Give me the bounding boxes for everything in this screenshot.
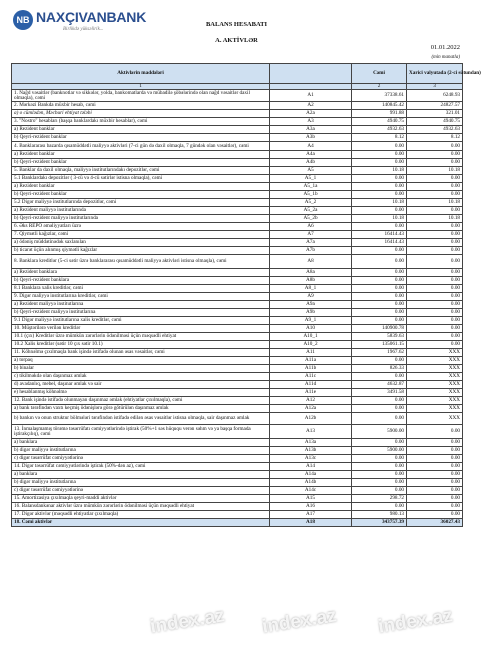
report-title: BALANS HESABATI bbox=[205, 21, 268, 28]
row-code: A6 bbox=[270, 223, 352, 231]
table-row bbox=[12, 447, 463, 455]
row-name: 1. Nağd vəsaitlər (banknotlar və sikkələr, yolda, bankomatlarda və mübadilə şöbələrində olan nağd vəsaitlər daxil olmaqla), cəmi bbox=[12, 90, 270, 102]
row-name: b) Qeyri-rezident maliyyə institutlarında bbox=[12, 215, 270, 223]
table-row bbox=[12, 455, 463, 463]
table-row bbox=[12, 134, 463, 142]
column-header-total: Cəmi bbox=[352, 64, 407, 84]
row-fx: 0.00 bbox=[407, 191, 463, 199]
row-total: 3491.58 bbox=[352, 389, 407, 397]
row-code: A14 bbox=[270, 463, 352, 471]
table-row bbox=[12, 405, 463, 413]
row-total: 0.00 bbox=[352, 487, 407, 495]
row-fx: 0.00 bbox=[407, 142, 463, 151]
row-fx: 0.00 bbox=[407, 247, 463, 255]
row-fx: 0.00 bbox=[407, 231, 463, 239]
row-total: 140845.42 bbox=[352, 102, 407, 110]
row-total: 4932.63 bbox=[352, 126, 407, 134]
row-fx: 0.00 bbox=[407, 183, 463, 191]
row-total: 0.00 bbox=[352, 207, 407, 215]
row-name: a) o cümlədən, Məcburi ehtiyat tələbi bbox=[12, 110, 270, 118]
row-total: 0.00 bbox=[352, 397, 407, 405]
row-code: A9 bbox=[270, 293, 352, 301]
row-fx: XXX bbox=[407, 373, 463, 381]
row-total: 0.00 bbox=[352, 357, 407, 365]
row-code: A14c bbox=[270, 487, 352, 495]
table-row bbox=[12, 223, 463, 231]
row-total: 16414.43 bbox=[352, 239, 407, 247]
row-code: A13c bbox=[270, 455, 352, 463]
row-total: 0.00 bbox=[352, 285, 407, 293]
table-row bbox=[12, 309, 463, 317]
row-name: a) torpaq bbox=[12, 357, 270, 365]
table-row bbox=[12, 269, 463, 277]
table-row bbox=[12, 495, 463, 503]
table-row bbox=[12, 479, 463, 487]
row-name: 8.1 Banklara xalis kreditlər, cəmi bbox=[12, 285, 270, 293]
row-fx: 36027.43 bbox=[407, 519, 463, 527]
row-fx: 0.00 bbox=[407, 317, 463, 325]
row-name: 10.1 (çıx) Kreditlər üzrə mümkün zərərlərin ödənilməsi üçün məqsədli ehtiyat bbox=[12, 333, 270, 341]
row-fx: 10.18 bbox=[407, 167, 463, 175]
table-row bbox=[12, 389, 463, 397]
row-code: A8_1 bbox=[270, 285, 352, 293]
row-name: a) Rezident banklar bbox=[12, 126, 270, 134]
row-name: 7. Qiymətli kağızlar, cəmi bbox=[12, 231, 270, 239]
bank-logo-mark: NB bbox=[13, 10, 33, 30]
row-code: A2 bbox=[270, 102, 352, 110]
row-fx: 0.00 bbox=[407, 207, 463, 215]
row-total: 298.72 bbox=[352, 495, 407, 503]
row-name: 13. İnmalaşmamış törəmə təsərrüfatı cəmiyyətlərində iştirak (50%+1 səs hüququ verən səhm və ya başqa formada iştirakçılıq), cəmi bbox=[12, 425, 270, 439]
row-fx: XXX bbox=[407, 349, 463, 357]
row-total: 0.00 bbox=[352, 151, 407, 159]
row-name: a) banklara bbox=[12, 439, 270, 447]
table-row bbox=[12, 413, 463, 425]
row-name: 9.1 Digər maliyyə institutlarına xalis kreditlər, cəmi bbox=[12, 317, 270, 325]
row-name: b) bankın və onun struktur bölmələri tərəfindən istifadə edilən əsas vəsaitlər istisna olmaqla, sair daşınmaz əmlak bbox=[12, 413, 270, 425]
table-row bbox=[12, 463, 463, 471]
column-header-name: Aktivlərin maddələri bbox=[12, 64, 270, 84]
row-fx: 0.00 bbox=[407, 159, 463, 167]
table-row bbox=[12, 439, 463, 447]
row-fx: XXX bbox=[407, 381, 463, 389]
row-code: A3b bbox=[270, 134, 352, 142]
row-total: 0.00 bbox=[352, 191, 407, 199]
table-row bbox=[12, 341, 463, 349]
table-row bbox=[12, 151, 463, 159]
row-code: A10 bbox=[270, 325, 352, 333]
row-total: 4940.75 bbox=[352, 118, 407, 126]
row-code: A16 bbox=[270, 503, 352, 511]
row-name: a) Rezident banklar bbox=[12, 151, 270, 159]
row-code: A5_2b bbox=[270, 215, 352, 223]
row-code: A5_2a bbox=[270, 207, 352, 215]
row-total: 0.00 bbox=[352, 373, 407, 381]
table-row bbox=[12, 255, 463, 269]
row-total: 0.00 bbox=[352, 471, 407, 479]
row-name: d) avadanlıq, mebel, daşınar əmlak və sair bbox=[12, 381, 270, 389]
row-name: c) tikilməkdə olan daşınmaz əmlak bbox=[12, 373, 270, 381]
table-row bbox=[12, 487, 463, 495]
row-fx: 0.00 bbox=[407, 269, 463, 277]
row-fx: 0.00 bbox=[407, 301, 463, 309]
row-total: 10.18 bbox=[352, 199, 407, 207]
row-fx: 0.00 bbox=[407, 471, 463, 479]
report-date: 01.01.2022 bbox=[430, 44, 460, 51]
table-row bbox=[12, 365, 463, 373]
column-number-3: 3 bbox=[407, 84, 463, 90]
row-code: A14a bbox=[270, 471, 352, 479]
row-total: 0.00 bbox=[352, 405, 407, 413]
row-code: A11d bbox=[270, 381, 352, 389]
report-section-title: A. AKTİVLƏR bbox=[215, 37, 258, 44]
row-fx: 0.00 bbox=[407, 425, 463, 439]
row-total: 0.00 bbox=[352, 413, 407, 425]
row-name: 15. Amortizasiya çıxılmaqla qeyri-maddi aktivlər bbox=[12, 495, 270, 503]
row-total: 0.00 bbox=[352, 175, 407, 183]
row-name: b) digər maliyyə institutlarına bbox=[12, 447, 270, 455]
row-code: A4a bbox=[270, 151, 352, 159]
row-total: 0.00 bbox=[352, 301, 407, 309]
row-fx: 0.00 bbox=[407, 293, 463, 301]
row-total: 8.12 bbox=[352, 134, 407, 142]
row-name: a) Rezident maliyyə institutlarına bbox=[12, 301, 270, 309]
row-total: 0.00 bbox=[352, 317, 407, 325]
row-name: 12. Bank işində istifadə olunmayan daşınmaz əmlak (ehtiyatlar çıxılmaqla), cəmi bbox=[12, 397, 270, 405]
row-total: 0.00 bbox=[352, 309, 407, 317]
balance-table bbox=[11, 63, 481, 527]
row-name: 4. Banklararası bazarda qısamüddətli maliyyə aktivləri (7-ci gün də daxil olmaqla, 7 gündək olan vəsaitlər), cəmi bbox=[12, 142, 270, 151]
row-fx: 0.00 bbox=[407, 495, 463, 503]
table-row bbox=[12, 118, 463, 126]
row-fx: 0.00 bbox=[407, 487, 463, 495]
row-name: 5.2 Digər maliyyə institutlarında depozitlər, cəmi bbox=[12, 199, 270, 207]
row-code: A11 bbox=[270, 349, 352, 357]
table-row bbox=[12, 471, 463, 479]
row-code: A8b bbox=[270, 277, 352, 285]
row-fx: XXX bbox=[407, 365, 463, 373]
row-fx: 0.00 bbox=[407, 333, 463, 341]
row-code: A5_1a bbox=[270, 183, 352, 191]
row-code: A14b bbox=[270, 479, 352, 487]
watermark-text: index.az bbox=[376, 605, 455, 638]
balance-rows bbox=[12, 90, 463, 519]
table-row bbox=[12, 277, 463, 285]
row-fx: XXX bbox=[407, 405, 463, 413]
row-code: A8 bbox=[270, 255, 352, 269]
row-total: 980.13 bbox=[352, 511, 407, 519]
row-code: A3a bbox=[270, 126, 352, 134]
row-fx: XXX bbox=[407, 389, 463, 397]
row-fx: 10.18 bbox=[407, 199, 463, 207]
table-row bbox=[12, 191, 463, 199]
row-total: 135061.15 bbox=[352, 341, 407, 349]
row-name: a) bank tərəfindən vaxtı keçmiş ödənişlərə görə götürülən daşınmaz əmlak bbox=[12, 405, 270, 413]
row-name: e) hesablanmış köhnəlmə bbox=[12, 389, 270, 397]
row-name: a) Rezident banklara bbox=[12, 269, 270, 277]
row-total: 0.00 bbox=[352, 455, 407, 463]
row-name: a) Rezident banklar bbox=[12, 183, 270, 191]
table-row bbox=[12, 231, 463, 239]
row-total: 5900.00 bbox=[352, 425, 407, 439]
row-fx: 6248.93 bbox=[407, 90, 463, 102]
row-code: A3 bbox=[270, 118, 352, 126]
row-fx: XXX bbox=[407, 397, 463, 405]
table-row bbox=[12, 110, 463, 118]
table-row bbox=[12, 199, 463, 207]
row-fx: 0.00 bbox=[407, 447, 463, 455]
row-name: b) Qeyri-rezident banklar bbox=[12, 134, 270, 142]
report-unit: (min manatla) bbox=[431, 55, 460, 60]
row-name: 6. Əks REPO əməliyyatları üzrə bbox=[12, 223, 270, 231]
watermark-text: index.az bbox=[148, 605, 227, 638]
row-code: A11c bbox=[270, 373, 352, 381]
row-code: A18 bbox=[270, 519, 352, 527]
row-code: A5_2 bbox=[270, 199, 352, 207]
row-fx: 0.00 bbox=[407, 239, 463, 247]
row-name: 10. Müştərilərə verilən kreditlər bbox=[12, 325, 270, 333]
row-name: b) digər maliyyə institutlarına bbox=[12, 479, 270, 487]
row-total: 5900.00 bbox=[352, 447, 407, 455]
table-row bbox=[12, 397, 463, 405]
table-row bbox=[12, 126, 463, 134]
row-name: 8. Banklara kreditlər (5-ci sətir üzrə banklararası qısamüddətli maliyyə aktivləri istisna olmaqla), cəmi bbox=[12, 255, 270, 269]
row-total: 0.00 bbox=[352, 247, 407, 255]
row-code: A15 bbox=[270, 495, 352, 503]
row-fx: 0.00 bbox=[407, 325, 463, 333]
row-total: 0.00 bbox=[352, 439, 407, 447]
row-code: A7b bbox=[270, 247, 352, 255]
row-fx: 8.12 bbox=[407, 134, 463, 142]
row-fx: 321.01 bbox=[407, 110, 463, 118]
row-total: 140900.78 bbox=[352, 325, 407, 333]
row-code: A17 bbox=[270, 511, 352, 519]
row-code: A4b bbox=[270, 159, 352, 167]
table-row bbox=[12, 175, 463, 183]
row-total: 10.18 bbox=[352, 167, 407, 175]
row-fx: XXX bbox=[407, 413, 463, 425]
row-fx: 0.00 bbox=[407, 439, 463, 447]
table-row bbox=[12, 183, 463, 191]
row-total: 0.00 bbox=[352, 503, 407, 511]
row-code: A13b bbox=[270, 447, 352, 455]
row-fx: 0.00 bbox=[407, 309, 463, 317]
table-row bbox=[12, 503, 463, 511]
row-code: A1 bbox=[270, 90, 352, 102]
row-code: A12b bbox=[270, 413, 352, 425]
row-total: 0.00 bbox=[352, 277, 407, 285]
row-code: A5_1b bbox=[270, 191, 352, 199]
row-fx: 0.00 bbox=[407, 455, 463, 463]
row-name: 14. Digər təsərrüfat cəmiyyətlərində iştirak (50%-dən az), cəmi bbox=[12, 463, 270, 471]
row-name: 16. Balansdankənar aktivlər üzrə mümkün zərərlərin ödənilməsi üçün məqsədli ehtiyat bbox=[12, 503, 270, 511]
row-name: a) ödəniş müddətinədək saxlanılan bbox=[12, 239, 270, 247]
table-row bbox=[12, 381, 463, 389]
table-row bbox=[12, 285, 463, 293]
row-code: A9a bbox=[270, 301, 352, 309]
row-fx: 0.00 bbox=[407, 255, 463, 269]
table-row bbox=[12, 425, 463, 439]
row-fx: 0.00 bbox=[407, 277, 463, 285]
row-code: A7 bbox=[270, 231, 352, 239]
table-row bbox=[12, 301, 463, 309]
row-code: A13 bbox=[270, 425, 352, 439]
table-row bbox=[12, 142, 463, 151]
bank-name: NAXÇIVANBANK bbox=[36, 9, 147, 25]
column-header-fx: Xarici valyutada (2-ci sütundan) bbox=[407, 64, 463, 84]
row-code: A11b bbox=[270, 365, 352, 373]
row-total: 16414.43 bbox=[352, 231, 407, 239]
row-code: A13a bbox=[270, 439, 352, 447]
row-total: 0.00 bbox=[352, 159, 407, 167]
table-row bbox=[12, 349, 463, 357]
table-row bbox=[12, 333, 463, 341]
row-total: 5839.63 bbox=[352, 333, 407, 341]
row-name: 11. Köhnəlmə çıxılmaqla bank işində istifadə olunan əsas vəsaitlər, cəmi bbox=[12, 349, 270, 357]
row-fx: 0.00 bbox=[407, 341, 463, 349]
row-name: 2. Mərkəzi Bankda müxbir hesab, cəmi bbox=[12, 102, 270, 110]
row-name: b) Qeyri-rezident banklara bbox=[12, 277, 270, 285]
row-fx: 4940.75 bbox=[407, 118, 463, 126]
row-name: b) Qeyri-rezident maliyyə institutlarına bbox=[12, 309, 270, 317]
bank-slogan: Birlikdə yüksəlirik... bbox=[63, 27, 104, 32]
row-total: 1967.62 bbox=[352, 349, 407, 357]
table-row bbox=[12, 293, 463, 301]
row-name: b) ticarət üçün alınmış qiymətli kağızlar bbox=[12, 247, 270, 255]
row-code: A10_2 bbox=[270, 341, 352, 349]
row-total: 0.00 bbox=[352, 269, 407, 277]
row-code: A4 bbox=[270, 142, 352, 151]
row-total: 10.18 bbox=[352, 215, 407, 223]
table-row bbox=[12, 215, 463, 223]
row-total: 0.00 bbox=[352, 223, 407, 231]
row-name: b) binalar bbox=[12, 365, 270, 373]
row-name: b) Qeyri-rezident banklar bbox=[12, 191, 270, 199]
table-row bbox=[12, 159, 463, 167]
row-total: 0.00 bbox=[352, 293, 407, 301]
table-row bbox=[12, 167, 463, 175]
table-row bbox=[12, 239, 463, 247]
row-code: A10_1 bbox=[270, 333, 352, 341]
row-name: 5. Banklar da daxil olmaqla, maliyyə institutlarındakı depozitlər, cəmi bbox=[12, 167, 270, 175]
column-number-1: 1 bbox=[12, 84, 270, 90]
row-fx: 10.18 bbox=[407, 215, 463, 223]
table-row bbox=[12, 102, 463, 110]
row-code: A2a bbox=[270, 110, 352, 118]
row-total: 0.00 bbox=[352, 479, 407, 487]
table-row bbox=[12, 247, 463, 255]
row-name: 5.1 Banklardakı depozitlər ( 3-cü və 4-cü sətirlər istisna olmaqla), cəmi bbox=[12, 175, 270, 183]
row-fx: XXX bbox=[407, 357, 463, 365]
row-fx: 0.00 bbox=[407, 175, 463, 183]
row-code: A5 bbox=[270, 167, 352, 175]
row-name: a) Rezident maliyyə institutlarında bbox=[12, 207, 270, 215]
row-fx: 4932.63 bbox=[407, 126, 463, 134]
column-number-2: 2 bbox=[352, 84, 407, 90]
row-fx: 0.00 bbox=[407, 151, 463, 159]
table-row bbox=[12, 317, 463, 325]
row-total: 0.00 bbox=[352, 255, 407, 269]
table-row bbox=[12, 357, 463, 365]
row-total: 4632.87 bbox=[352, 381, 407, 389]
table-row bbox=[12, 207, 463, 215]
row-fx: 0.00 bbox=[407, 479, 463, 487]
row-code: A12 bbox=[270, 397, 352, 405]
watermark bbox=[0, 605, 473, 650]
row-fx: 0.00 bbox=[407, 511, 463, 519]
row-total: 991.88 bbox=[352, 110, 407, 118]
table-row bbox=[12, 90, 463, 102]
row-name: 10.2 Xalis kreditlər (sətir 10 çıx sətir 10.1) bbox=[12, 341, 270, 349]
row-code: A9_1 bbox=[270, 317, 352, 325]
row-fx: 0.00 bbox=[407, 223, 463, 231]
row-code: A11e bbox=[270, 389, 352, 397]
row-total: 343757.39 bbox=[352, 519, 407, 527]
column-header-code bbox=[270, 64, 352, 84]
row-fx: 0.00 bbox=[407, 463, 463, 471]
row-name: c) digər təsərrüfat cəmiyyətlərinə bbox=[12, 455, 270, 463]
row-name: b) Qeyri-rezident banklar bbox=[12, 159, 270, 167]
table-row bbox=[12, 511, 463, 519]
row-total: 0.00 bbox=[352, 183, 407, 191]
row-total: 0.00 bbox=[352, 463, 407, 471]
row-total: 826.33 bbox=[352, 365, 407, 373]
row-code: A11a bbox=[270, 357, 352, 365]
row-name: 18. Cəmi aktivlər bbox=[12, 519, 270, 527]
row-name: c) digər təsərrüfat cəmiyyətlərinə bbox=[12, 487, 270, 495]
row-fx: 0.00 bbox=[407, 503, 463, 511]
table-row-total bbox=[12, 519, 463, 527]
table-row bbox=[12, 325, 463, 333]
row-code: A8a bbox=[270, 269, 352, 277]
row-name: 17. Digər aktivlər (məqsədli ehtiyatlar çıxılmaqla) bbox=[12, 511, 270, 519]
row-total: 37338.61 bbox=[352, 90, 407, 102]
row-fx: 24827.57 bbox=[407, 102, 463, 110]
row-code: A7a bbox=[270, 239, 352, 247]
table-row bbox=[12, 373, 463, 381]
row-code: A12a bbox=[270, 405, 352, 413]
row-total: 0.00 bbox=[352, 142, 407, 151]
row-code: A9b bbox=[270, 309, 352, 317]
row-name: a) banklara bbox=[12, 471, 270, 479]
row-name: 3. "Nostro" hesabları (başqa banklardakı müxbir hesablar), cəmi bbox=[12, 118, 270, 126]
report-header bbox=[0, 0, 473, 66]
watermark-text: index.az bbox=[260, 605, 339, 638]
row-code: A5_1 bbox=[270, 175, 352, 183]
row-fx: 0.00 bbox=[407, 285, 463, 293]
row-name: 9. Digər maliyyə institutlarına kreditlər, cəmi bbox=[12, 293, 270, 301]
